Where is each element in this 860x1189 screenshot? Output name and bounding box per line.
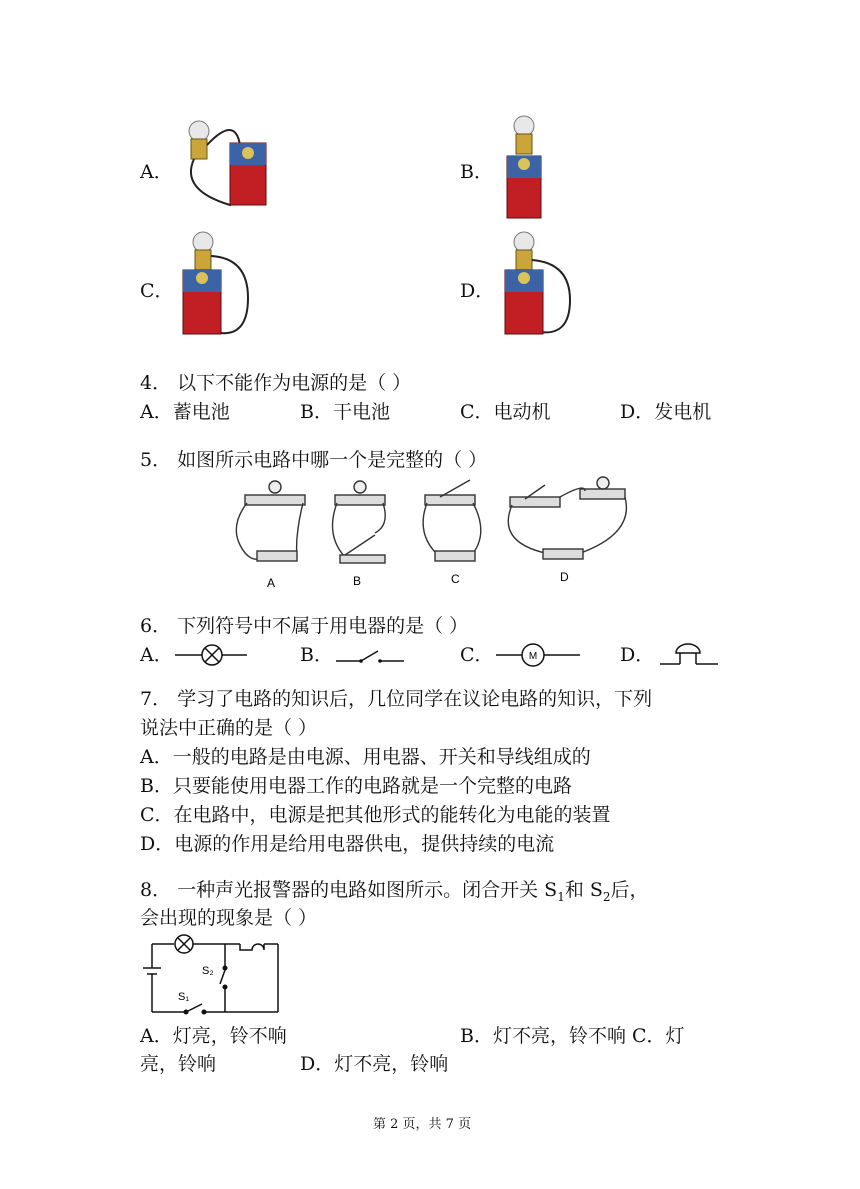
q3-option-b-figure <box>500 112 560 222</box>
q6-stem: 6． 下列符号中不属于用电器的是（ ） <box>140 615 469 637</box>
q5-circuits-figure <box>225 475 640 595</box>
q3-option-b-label: B． <box>460 161 493 183</box>
q8-option-d: D．灯不亮，铃响 <box>300 1053 449 1075</box>
q4-option-c: C．电动机 <box>460 401 551 423</box>
q8-s1-label: S₁ <box>178 991 190 1003</box>
q4-stem: 4． 以下不能作为电源的是（ ） <box>140 372 412 394</box>
q7-option-b: B．只要能使用电器工作的电路就是一个完整的电路 <box>140 775 572 797</box>
q6-option-b: B． <box>300 644 333 666</box>
q6-lamp-symbol <box>175 643 250 667</box>
q8-circuit-diagram <box>140 932 285 1017</box>
q8-option-b-c: B．灯不亮，铃不响 C．灯 <box>460 1025 685 1047</box>
q8-stem-part-a: 8． 一种声光报警器的电路如图所示。闭合开关 S <box>140 879 558 901</box>
q3-option-a-figure <box>180 115 270 210</box>
q6-motor-letter: M <box>528 651 538 662</box>
q8-option-a: A．灯亮，铃不响 <box>140 1025 287 1047</box>
q5-label-b: B <box>353 574 362 588</box>
q5-label-d: D <box>560 570 569 584</box>
q8-stem-part-b: 和 S <box>564 879 603 901</box>
page-footer: 第 2 页，共 7 页 <box>373 1117 472 1132</box>
q7-option-c: C．在电路中，电源是把其他形式的能转化为电能的装置 <box>140 804 611 826</box>
q3-option-d-label: D． <box>460 280 495 302</box>
q7-option-d: D．电源的作用是给用电器供电，提供持续的电流 <box>140 833 555 855</box>
q4-option-d: D．发电机 <box>620 401 712 423</box>
q6-bell-symbol <box>658 641 720 667</box>
q6-motor-symbol <box>496 643 581 667</box>
q8-stem-part-c: 后， <box>610 879 649 901</box>
q8-s1-subscript: 1 <box>557 889 565 904</box>
q8-s2-label: S₂ <box>202 965 214 977</box>
q8-s2-subscript: 2 <box>602 889 611 904</box>
q7-stem-line2: 说法中正确的是（ ） <box>140 717 318 739</box>
q5-label-a: A <box>267 576 276 590</box>
q7-option-a: A．一般的电路是由电源、用电器、开关和导线组成的 <box>140 746 591 768</box>
q5-label-c: C <box>451 572 460 586</box>
q3-option-c-figure <box>178 228 258 338</box>
q7-stem-line1: 7． 学习了电路的知识后，几位同学在议论电路的知识，下列 <box>140 688 653 710</box>
q3-option-d-figure <box>500 228 580 338</box>
q6-option-c: C． <box>460 644 494 666</box>
q5-stem: 5． 如图所示电路中哪一个是完整的（ ） <box>140 449 488 471</box>
q6-option-d: D． <box>620 644 655 666</box>
q3-option-c-label: C． <box>140 280 174 302</box>
q6-switch-symbol <box>336 645 406 667</box>
q4-option-a: A．蓄电池 <box>140 401 230 423</box>
q8-stem-line2: 会出现的现象是（ ） <box>140 907 318 929</box>
q4-option-b: B．干电池 <box>300 401 390 423</box>
q8-option-c-continued: 亮，铃响 <box>140 1053 217 1075</box>
q3-option-a-label: A． <box>140 161 173 183</box>
q6-option-a: A． <box>140 644 173 666</box>
